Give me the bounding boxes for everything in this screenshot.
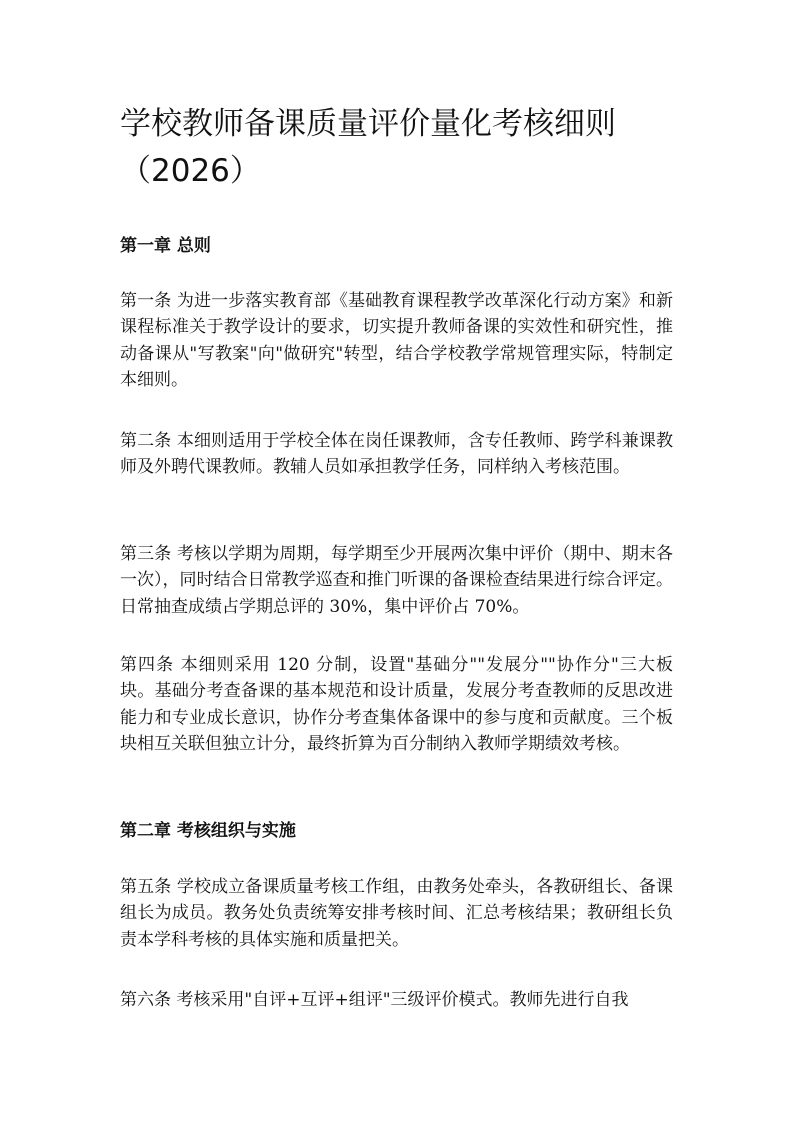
article-paragraph: 第五条 学校成立备课质量考核工作组，由教务处牵头，各教研组长、备课组长为成员。教务处负责统筹安排考核时间、汇总考核结果；教研组长负责本学科考核的具体实施和质量把关。 (120, 877, 673, 950)
document-title: 学校教师备课质量评价量化考核细则（2026） (120, 106, 616, 189)
article-paragraph: 第一条 为进一步落实教育部《基础教育课程教学改革深化行动方案》和新课程标准关于教学设计的要求，切实提升教师备课的实效性和研究性，推动备课从"写教案"向"做研究"转型，结合学校教学常规管理实际，特制定本细则。 (120, 291, 673, 391)
chapter-heading: 第二章 考核组织与实施 (120, 821, 296, 841)
chapter-heading: 第一章 总则 (120, 236, 211, 256)
article-paragraph: 第六条 考核采用"自评+互评+组评"三级评价模式。教师先进行自我 (120, 990, 629, 1010)
article-paragraph: 第四条 本细则采用 120 分制，设置"基础分""发展分""协作分"三大板块。基础分考查备课的基本规范和设计质量，发展分考查教师的反思改进能力和专业成长意识，协作分考查集体备课中的参与度和贡献度。三个板块相互关联但独立计分，最终折算为百分制纳入教师学期绩效考核。 (120, 655, 673, 755)
article-paragraph: 第二条 本细则适用于学校全体在岗任课教师，含专任教师、跨学科兼课教师及外聘代课教师。教辅人员如承担教学任务，同样纳入考核范围。 (120, 431, 673, 478)
article-paragraph: 第三条 考核以学期为周期，每学期至少开展两次集中评价（期中、期末各一次），同时结合日常教学巡查和推门听课的备课检查结果进行综合评定。日常抽查成绩占学期总评的 30%，集中评价占 70%。 (120, 544, 673, 617)
